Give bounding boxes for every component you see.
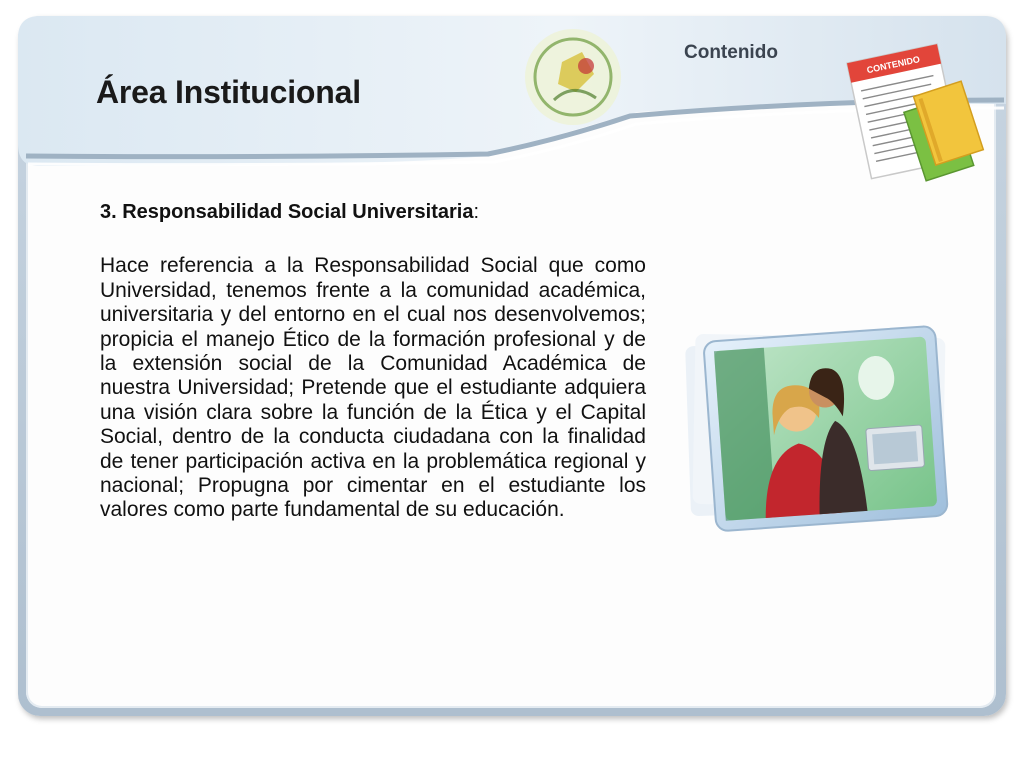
section-heading-colon: : xyxy=(473,201,480,223)
content-book-icon xyxy=(836,30,986,190)
section-body: Hace referencia a la Responsabilidad Social que como Universidad, tenemos frente a la comunidad académica, universitaria y del entorno en el cual nos desenvolvemos; propicia el manejo Ético de la formación profesional y de la extensión social de la Comunidad Académica de nuestra Universidad; Pretende que el estudiante adquiera una visión clara sobre la función de la Ética y el Capital Social, dentro de la conducta ciudadana con la finalidad de tener participación activa en la problemática regional y nacional; Propugna por cimentar en el estudiante los valores como parte fundamental de su educación. xyxy=(100,254,646,522)
content-area xyxy=(100,200,646,523)
students-photo xyxy=(680,322,960,544)
book-icon-label: CONTENIDO xyxy=(865,54,921,76)
section-heading xyxy=(100,200,646,224)
university-seal-icon xyxy=(518,22,628,132)
page-title: Área Institucional xyxy=(96,74,361,110)
header-label: Contenido xyxy=(684,42,778,63)
section-heading-title: 3. Responsabilidad Social Universitaria xyxy=(100,201,474,223)
